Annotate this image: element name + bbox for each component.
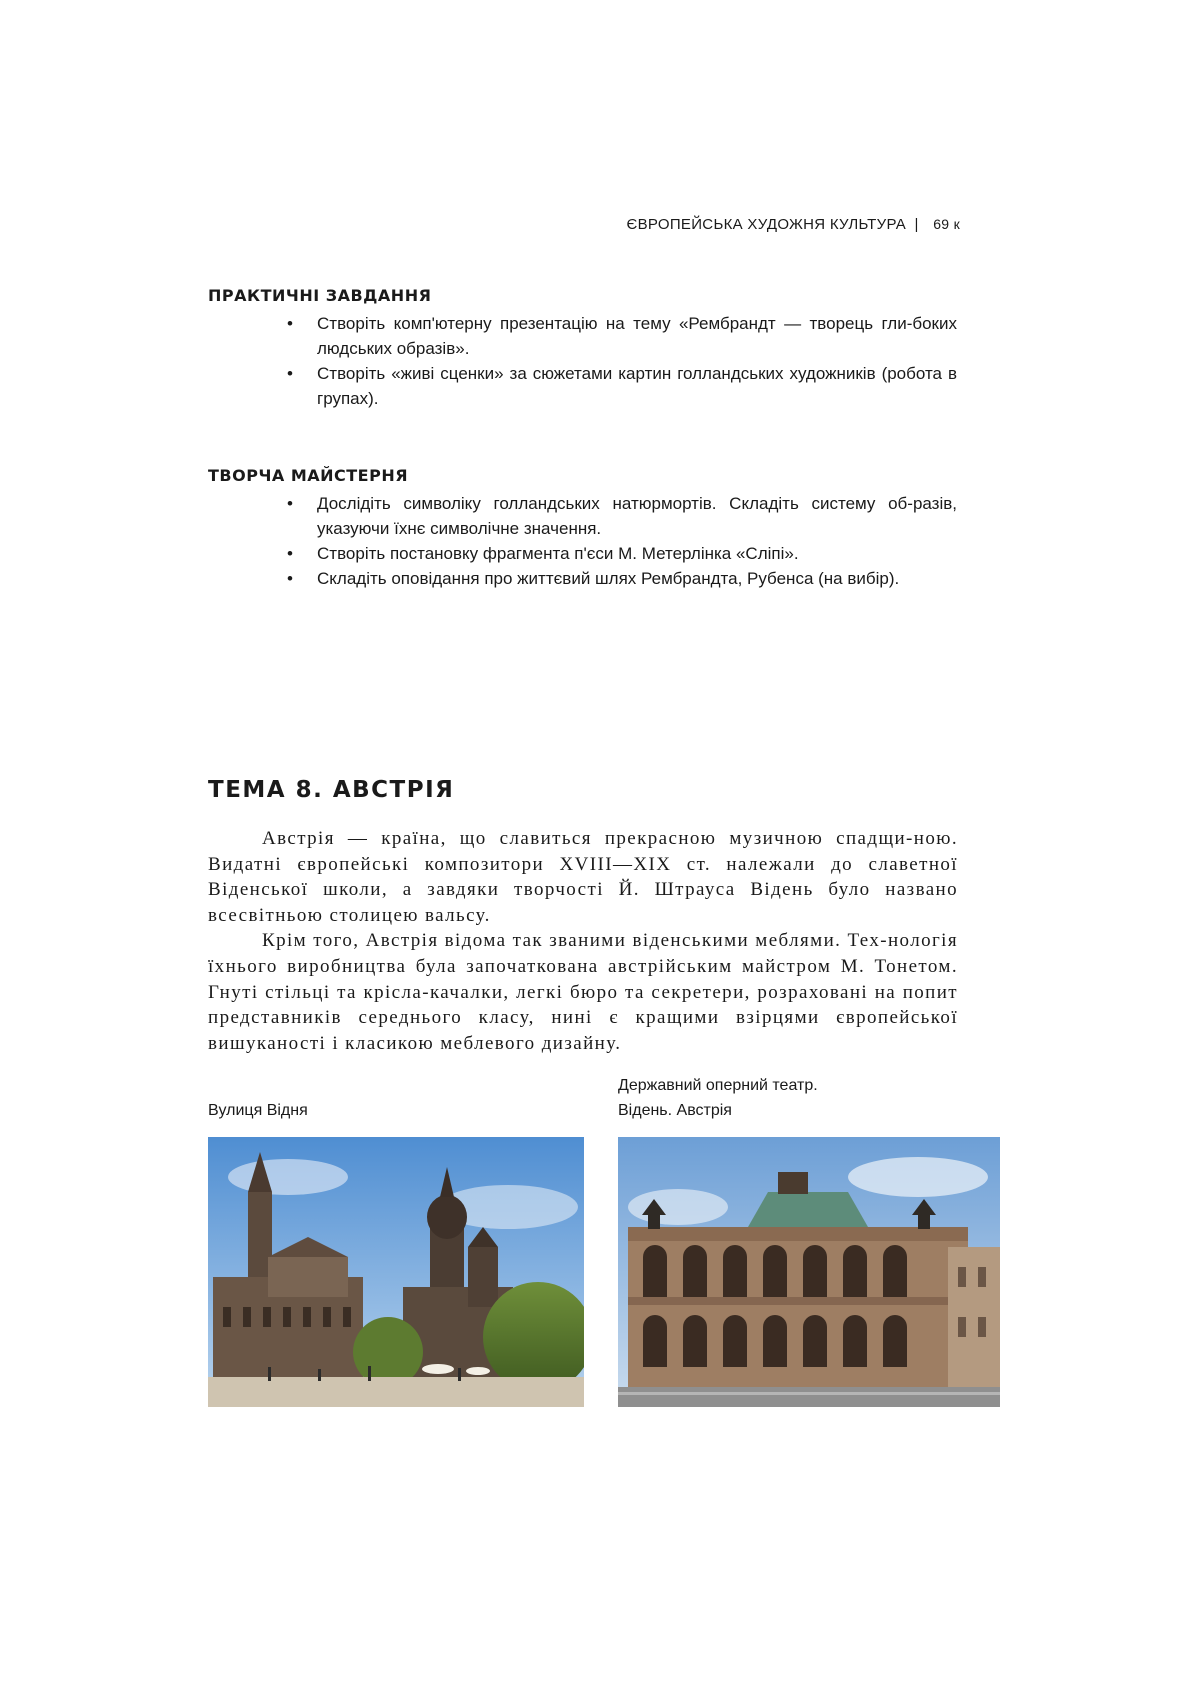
list-item: • Створіть «живі сценки» за сюжетами картин голландських художників (робота в групах). — [287, 361, 957, 411]
header-separator: | — [914, 216, 919, 233]
vienna-street-photo — [208, 1137, 584, 1407]
list-item: • Створіть комп'ютерну презентацію на тему «Рембрандт — творець гли-боких людських образів». — [287, 311, 957, 361]
caption-line: Відень. Австрія — [618, 1102, 732, 1119]
topic-body — [208, 826, 958, 1056]
list-item: • Створіть постановку фрагмента п'єси М. Метерлінка «Сліпі». — [287, 541, 957, 566]
running-title: ЄВРОПЕЙСЬКА ХУДОЖНЯ КУЛЬТУРА — [626, 216, 907, 233]
paragraph: Крім того, Австрія відома так званими віденськими меблями. Тех-нологія їхнього виробництва була започаткована австрійським майстром М. Тонетом. Гнуті стільці та крісла-качалки, легкі бюро та секретери, розраховані на попит представників середнього класу, нині є кращими взірцями європейської вишуканості і класикою меблевого дизайну. — [208, 930, 958, 1054]
right-photo-caption — [618, 1073, 818, 1123]
list-item: • Дослідіть символіку голландських натюрмортів. Складіть систему об-разів, указуючи їхнє символічне значення. — [287, 491, 957, 541]
caption-line: Державний оперний театр. — [618, 1077, 818, 1094]
topic-title: ТЕМА 8. АВСТРІЯ — [208, 777, 455, 803]
running-header — [627, 216, 960, 233]
list-item: • Складіть оповідання про життєвий шлях Рембрандта, Рубенса (на вибір). — [287, 566, 957, 591]
practical-heading: ПРАКТИЧНІ ЗАВДАННЯ — [208, 286, 432, 305]
creative-heading: ТВОРЧА МАЙСТЕРНЯ — [208, 466, 409, 485]
practical-task-list — [287, 311, 957, 411]
page-number: 69 к — [933, 216, 960, 232]
left-photo-caption: Вулиця Відня — [208, 1102, 308, 1119]
creative-task-list — [287, 491, 957, 591]
opera-house-photo — [618, 1137, 1000, 1407]
paragraph: Австрія — країна, що славиться прекрасною музичною спадщи-ною. Видатні європейські композитори XVIII—XIX ст. належали до славетної Віденської школи, а завдяки творчості Й. Штрауса Відень було названо всесвітньою столицею вальсу. — [208, 828, 958, 926]
